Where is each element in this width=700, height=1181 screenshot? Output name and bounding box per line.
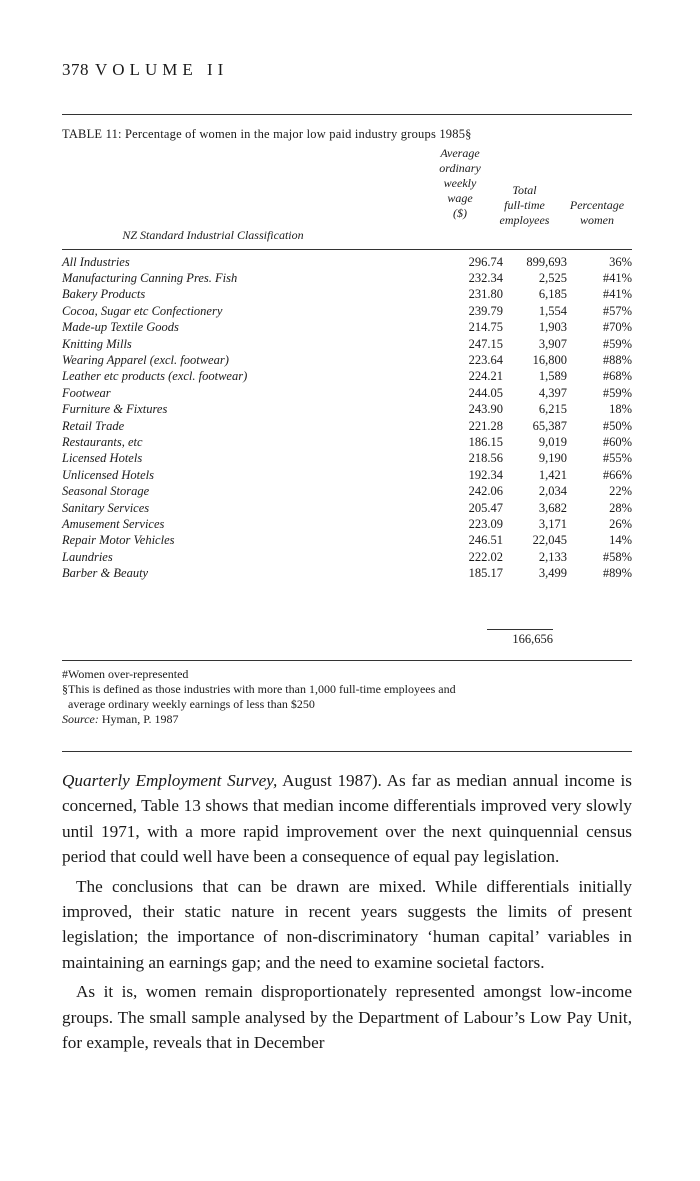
table-row xyxy=(62,418,632,434)
table-top-rule xyxy=(62,114,632,115)
col-header-percentage xyxy=(562,198,632,228)
paragraph-1 xyxy=(62,768,632,870)
row-percentage: #55% xyxy=(602,451,632,466)
col-header-employees xyxy=(487,183,562,228)
row-wage: 247.15 xyxy=(468,336,503,351)
row-name: Knitting Mills xyxy=(62,336,132,351)
wage-header-line: ordinary xyxy=(439,161,481,175)
paragraph-1-italic: Quarterly Employment Survey, xyxy=(62,771,278,790)
employees-header-line: Total xyxy=(512,183,537,197)
row-wage: 244.05 xyxy=(468,385,503,400)
table-row xyxy=(62,254,632,270)
row-wage: 232.34 xyxy=(468,271,503,286)
row-employees: 1,903 xyxy=(538,320,567,335)
row-wage: 186.15 xyxy=(468,434,503,449)
row-wage: 223.64 xyxy=(468,353,503,368)
employees-header-line: full-time xyxy=(504,198,545,212)
row-employees: 2,034 xyxy=(538,484,567,499)
wage-header-line: wage xyxy=(447,191,473,205)
row-name: Unlicensed Hotels xyxy=(62,467,154,482)
row-name: Seasonal Storage xyxy=(62,484,150,499)
row-percentage: 26% xyxy=(609,516,632,531)
table-row xyxy=(62,385,632,401)
table-row xyxy=(62,320,632,336)
row-percentage: #88% xyxy=(602,353,632,368)
table-row xyxy=(62,434,632,450)
row-percentage: #50% xyxy=(602,418,632,433)
row-employees: 6,215 xyxy=(538,402,567,417)
row-percentage: #70% xyxy=(602,320,632,335)
note-source xyxy=(62,712,632,727)
row-wage: 296.74 xyxy=(468,254,503,269)
row-name: Leather etc products (excl. footwear) xyxy=(62,369,248,384)
row-name: Manufacturing Canning Pres. Fish xyxy=(62,271,238,286)
body-text xyxy=(62,768,632,1055)
row-wage: 242.06 xyxy=(468,484,503,499)
employees-header-line: employees xyxy=(499,213,550,227)
row-wage: 205.47 xyxy=(468,500,503,515)
row-name: Repair Motor Vehicles xyxy=(62,533,175,548)
paragraph-2: The conclusions that can be drawn are mixed. While differentials initially improved, their static nature in recent years suggests the limits of present legislation; the importance of non-discriminatory ‘human capital’ variables in maintaining an earnings gap; and the need to examine societal factors. xyxy=(62,876,632,972)
table-caption: TABLE 11: Percentage of women in the major low paid industry groups 1985§ xyxy=(62,127,472,141)
source-text: Hyman, P. 1987 xyxy=(101,712,179,726)
row-wage: 239.79 xyxy=(468,303,503,318)
row-employees: 16,800 xyxy=(532,353,567,368)
row-employees: 1,589 xyxy=(538,369,567,384)
note-section-1: §This is defined as those industries with more than 1,000 full-time employees and xyxy=(62,682,456,696)
row-percentage: #57% xyxy=(602,303,632,318)
row-name: Footwear xyxy=(62,385,111,400)
row-name: Cocoa, Sugar etc Confectionery xyxy=(62,303,223,318)
row-employees: 3,907 xyxy=(538,336,567,351)
row-wage: 223.09 xyxy=(468,516,503,531)
total-rule xyxy=(487,629,553,630)
row-name: Made-up Textile Goods xyxy=(62,320,179,335)
row-wage: 243.90 xyxy=(468,402,503,417)
table-row xyxy=(62,467,632,483)
table-row xyxy=(62,533,632,549)
table-row xyxy=(62,303,632,319)
row-wage: 185.17 xyxy=(468,566,503,581)
row-percentage: #60% xyxy=(602,434,632,449)
row-employees: 9,019 xyxy=(538,434,567,449)
row-percentage: #41% xyxy=(602,271,632,286)
row-employees: 9,190 xyxy=(538,451,567,466)
row-percentage: 28% xyxy=(609,500,632,515)
table-row xyxy=(62,336,632,352)
row-name: Restaurants, etc xyxy=(62,434,143,449)
row-percentage: 14% xyxy=(609,533,632,548)
table-row xyxy=(62,483,632,499)
row-percentage: #58% xyxy=(602,549,632,564)
row-name: Barber & Beauty xyxy=(62,566,149,581)
source-label: Source: xyxy=(62,712,99,726)
row-name: Furniture & Fixtures xyxy=(62,402,168,417)
row-name: Laundries xyxy=(62,549,113,564)
row-employees: 22,045 xyxy=(532,533,567,548)
paragraph-1-rest: August 1987). As far as median annual income is concerned, Table 13 shows that median income differentials improved very slowly until 1971, with a more rapid improvement over the next quinquennial census period that could well have been a consequence of equal pay legislation. xyxy=(62,771,632,867)
table-row xyxy=(62,549,632,565)
row-wage: 218.56 xyxy=(468,451,503,466)
wage-header-line: ($) xyxy=(453,206,467,220)
row-percentage: #89% xyxy=(602,566,632,581)
row-percentage: 22% xyxy=(609,484,632,499)
row-wage: 231.80 xyxy=(468,287,503,302)
total-employees: 166,656 xyxy=(512,632,553,646)
row-wage: 221.28 xyxy=(468,418,503,433)
table-notes xyxy=(62,667,632,727)
row-percentage: 18% xyxy=(609,402,632,417)
row-name: Sanitary Services xyxy=(62,500,150,515)
row-wage: 192.34 xyxy=(468,467,503,482)
row-percentage: #59% xyxy=(602,385,632,400)
page-number: 378 xyxy=(62,60,89,79)
table-row xyxy=(62,287,632,303)
row-percentage: #68% xyxy=(602,369,632,384)
page-header xyxy=(62,60,228,80)
table-row xyxy=(62,352,632,368)
note-hash: #Women over-represented xyxy=(62,667,189,681)
wage-header-line: weekly xyxy=(443,176,477,190)
percentage-header-line: women xyxy=(580,213,614,227)
row-name: Wearing Apparel (excl. footwear) xyxy=(62,353,229,368)
row-employees: 2,525 xyxy=(538,271,567,286)
row-employees: 6,185 xyxy=(538,287,567,302)
row-employees: 1,421 xyxy=(538,467,567,482)
table-row xyxy=(62,402,632,418)
wage-header-line: Average xyxy=(440,146,480,160)
row-percentage: #41% xyxy=(602,287,632,302)
table-bottom-rule xyxy=(62,751,632,752)
paragraph-3: As it is, women remain disproportionately represented amongst low-income groups. The small sample analysed by the Department of Labour’s Low Pay Unit, for example, reveals that in December xyxy=(62,982,632,1053)
percentage-header-line: Percentage xyxy=(569,198,625,212)
row-name: Licensed Hotels xyxy=(62,451,143,466)
table-row xyxy=(62,451,632,467)
table-row xyxy=(62,369,632,385)
row-employees: 3,499 xyxy=(538,566,567,581)
row-percentage: #66% xyxy=(602,467,632,482)
row-percentage: #59% xyxy=(602,336,632,351)
notes-top-rule xyxy=(62,660,632,661)
row-employees: 3,682 xyxy=(538,500,567,515)
row-employees: 1,554 xyxy=(538,303,567,318)
row-wage: 224.21 xyxy=(468,369,503,384)
table-row xyxy=(62,516,632,532)
volume-label: VOLUME II xyxy=(95,60,229,79)
row-percentage: 36% xyxy=(609,254,632,269)
row-employees: 65,387 xyxy=(532,418,567,433)
table-header-rule xyxy=(62,249,632,250)
row-wage: 246.51 xyxy=(468,533,503,548)
col-header-classification: NZ Standard Industrial Classification xyxy=(122,228,304,242)
table-body xyxy=(62,254,632,582)
row-employees: 4,397 xyxy=(538,385,567,400)
note-section-2: average ordinary weekly earnings of less than $250 xyxy=(68,697,315,711)
row-name: All Industries xyxy=(62,254,130,269)
row-wage: 222.02 xyxy=(468,549,503,564)
row-employees: 899,693 xyxy=(526,254,567,269)
row-name: Retail Trade xyxy=(62,418,125,433)
row-wage: 214.75 xyxy=(468,320,503,335)
row-name: Amusement Services xyxy=(62,516,165,531)
table-row xyxy=(62,500,632,516)
row-employees: 3,171 xyxy=(538,516,567,531)
table-row xyxy=(62,565,632,581)
row-employees: 2,133 xyxy=(538,549,567,564)
table-row xyxy=(62,270,632,286)
row-name: Bakery Products xyxy=(62,287,146,302)
